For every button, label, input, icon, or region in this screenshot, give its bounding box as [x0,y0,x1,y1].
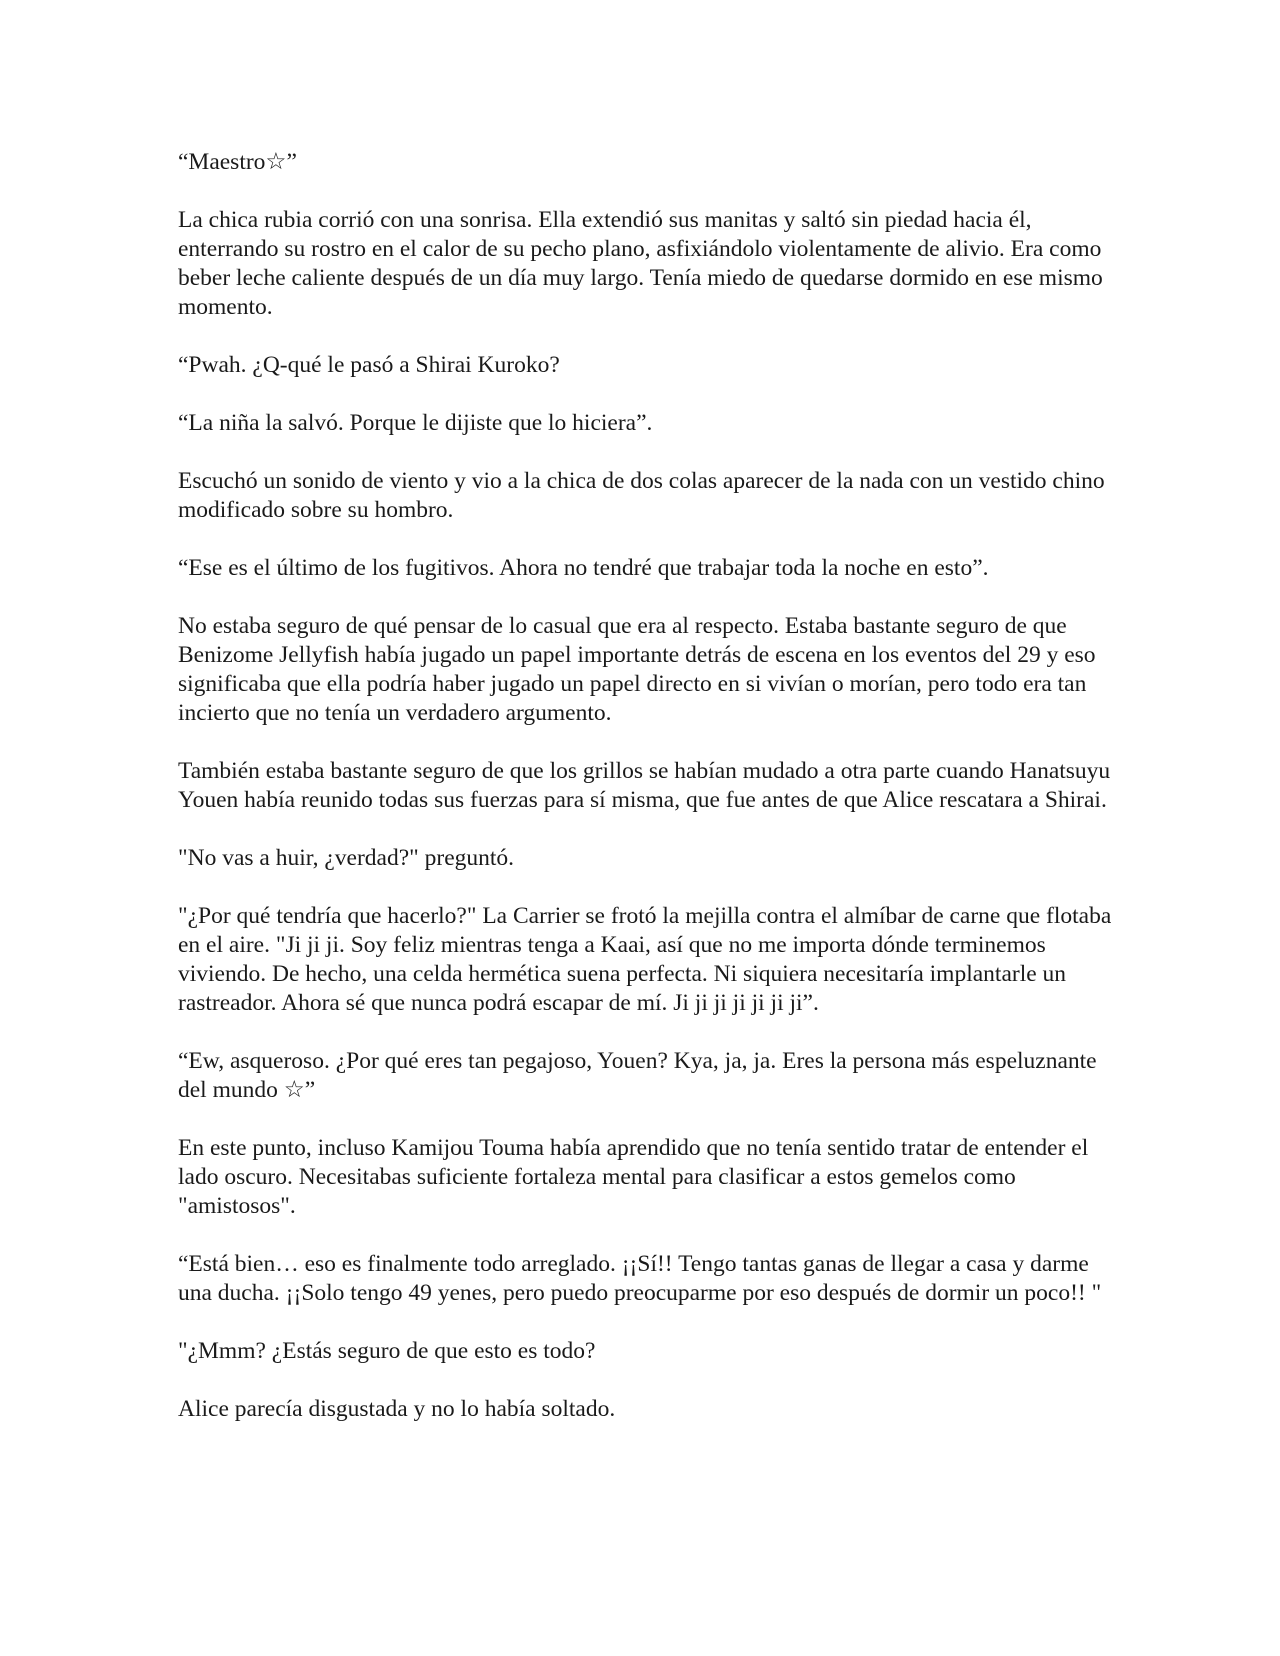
paragraph-6: “Ese es el último de los fugitivos. Ahora no tendré que trabajar toda la noche en esto”. [178,555,989,581]
paragraph-13: “Está bien… eso es finalmente todo arreglado. ¡¡Sí!! Tengo tantas ganas de llegar a casa y darme una ducha. ¡¡Solo tengo 49 yenes, pero puedo preocuparme por eso después de dormir un poco!! " [178,1251,1102,1306]
paragraph-15: Alice parecía disgustada y no lo había soltado. [178,1396,616,1422]
paragraph-14: "¿Mmm? ¿Estás seguro de que esto es todo? [178,1338,596,1364]
paragraph-9: "No vas a huir, ¿verdad?" preguntó. [178,845,515,871]
document-body [178,148,1118,1453]
paragraph-8: También estaba bastante seguro de que los grillos se habían mudado a otra parte cuando Hanatsuyu Youen había reunido todas sus fuerzas para sí misma, que fue antes de que Alice rescatara a Shirai. [178,758,1111,813]
paragraph-5: Escuchó un sonido de viento y vio a la chica de dos colas aparecer de la nada con un vestido chino modificado sobre su hombro. [178,468,1105,523]
paragraph-3: “Pwah. ¿Q-qué le pasó a Shirai Kuroko? [178,352,560,378]
paragraph-11: “Ew, asqueroso. ¿Por qué eres tan pegajoso, Youen? Kya, ja, ja. Eres la persona más espeluznante del mundo ☆” [178,1048,1097,1103]
paragraph-12: En este punto, incluso Kamijou Touma había aprendido que no tenía sentido tratar de entender el lado oscuro. Necesitabas suficiente fortaleza mental para clasificar a estos gemelos como "amistosos". [178,1135,1089,1219]
paragraph-4: “La niña la salvó. Porque le dijiste que lo hiciera”. [178,410,653,436]
paragraph-2: La chica rubia corrió con una sonrisa. Ella extendió sus manitas y saltó sin piedad hacia él, enterrando su rostro en el calor de su pecho plano, asfixiándolo violentamente de alivio. Era como beber leche caliente después de un día muy largo. Tenía miedo de quedarse dormido en ese mismo momento. [178,207,1103,320]
paragraph-10: "¿Por qué tendría que hacerlo?" La Carrier se frotó la mejilla contra el almíbar de carne que flotaba en el aire. "Ji ji ji. Soy feliz mientras tenga a Kaai, así que no me importa dónde terminemos viviendo. De hecho, una celda hermética suena perfecta. Ni siquiera necesitaría implantarle un rastreador. Ahora sé que nunca podrá escapar de mí. Ji ji ji ji ji ji ji”. [178,903,1112,1016]
paragraph-1: “Maestro☆” [178,149,297,175]
paragraph-7: No estaba seguro de qué pensar de lo casual que era al respecto. Estaba bastante seguro de que Benizome Jellyfish había jugado un papel importante detrás de escena en los eventos del 29 y eso significaba que ella podría haber jugado un papel directo en si vivían o morían, pero todo era tan incierto que no tenía un verdadero argumento. [178,613,1096,726]
